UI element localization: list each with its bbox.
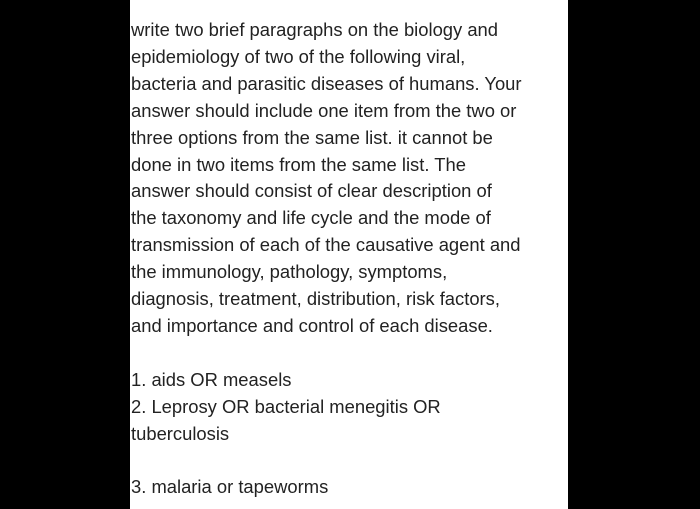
blank-line [131, 447, 568, 474]
question-paragraph [131, 17, 568, 340]
paragraph-line: the immunology, pathology, symptoms, [131, 261, 448, 283]
paragraph-line: transmission of each of the causative agent and [131, 234, 521, 256]
paragraph-line: and importance and control of each disease. [131, 314, 493, 336]
paragraph-line: done in two items from the same list. The [131, 153, 466, 175]
paragraph-line: the taxonomy and life cycle and the mode of [131, 207, 491, 229]
paragraph-line: diagnosis, treatment, distribution, risk factors, [131, 288, 500, 310]
paragraph-line: answer should consist of clear description of [131, 180, 492, 202]
list-item: 1. aids OR measels [131, 368, 292, 390]
list-item: 3. malaria or tapeworms [131, 476, 329, 498]
document-text [131, 17, 568, 501]
list-item: 2. Leprosy OR bacterial menegitis OR [131, 395, 441, 417]
paragraph-line: three options from the same list. it cannot be [131, 126, 493, 148]
list-item-continuation: tuberculosis [131, 422, 230, 444]
document-page [130, 0, 568, 509]
paragraph-line: write two brief paragraphs on the biology and [131, 19, 499, 40]
blank-line [131, 340, 568, 367]
paragraph-line: epidemiology of two of the following viral, [131, 45, 466, 67]
disease-list [131, 367, 568, 502]
paragraph-line: bacteria and parasitic diseases of humans. Your [131, 72, 522, 94]
paragraph-line: answer should include one item from the two or [131, 99, 517, 121]
